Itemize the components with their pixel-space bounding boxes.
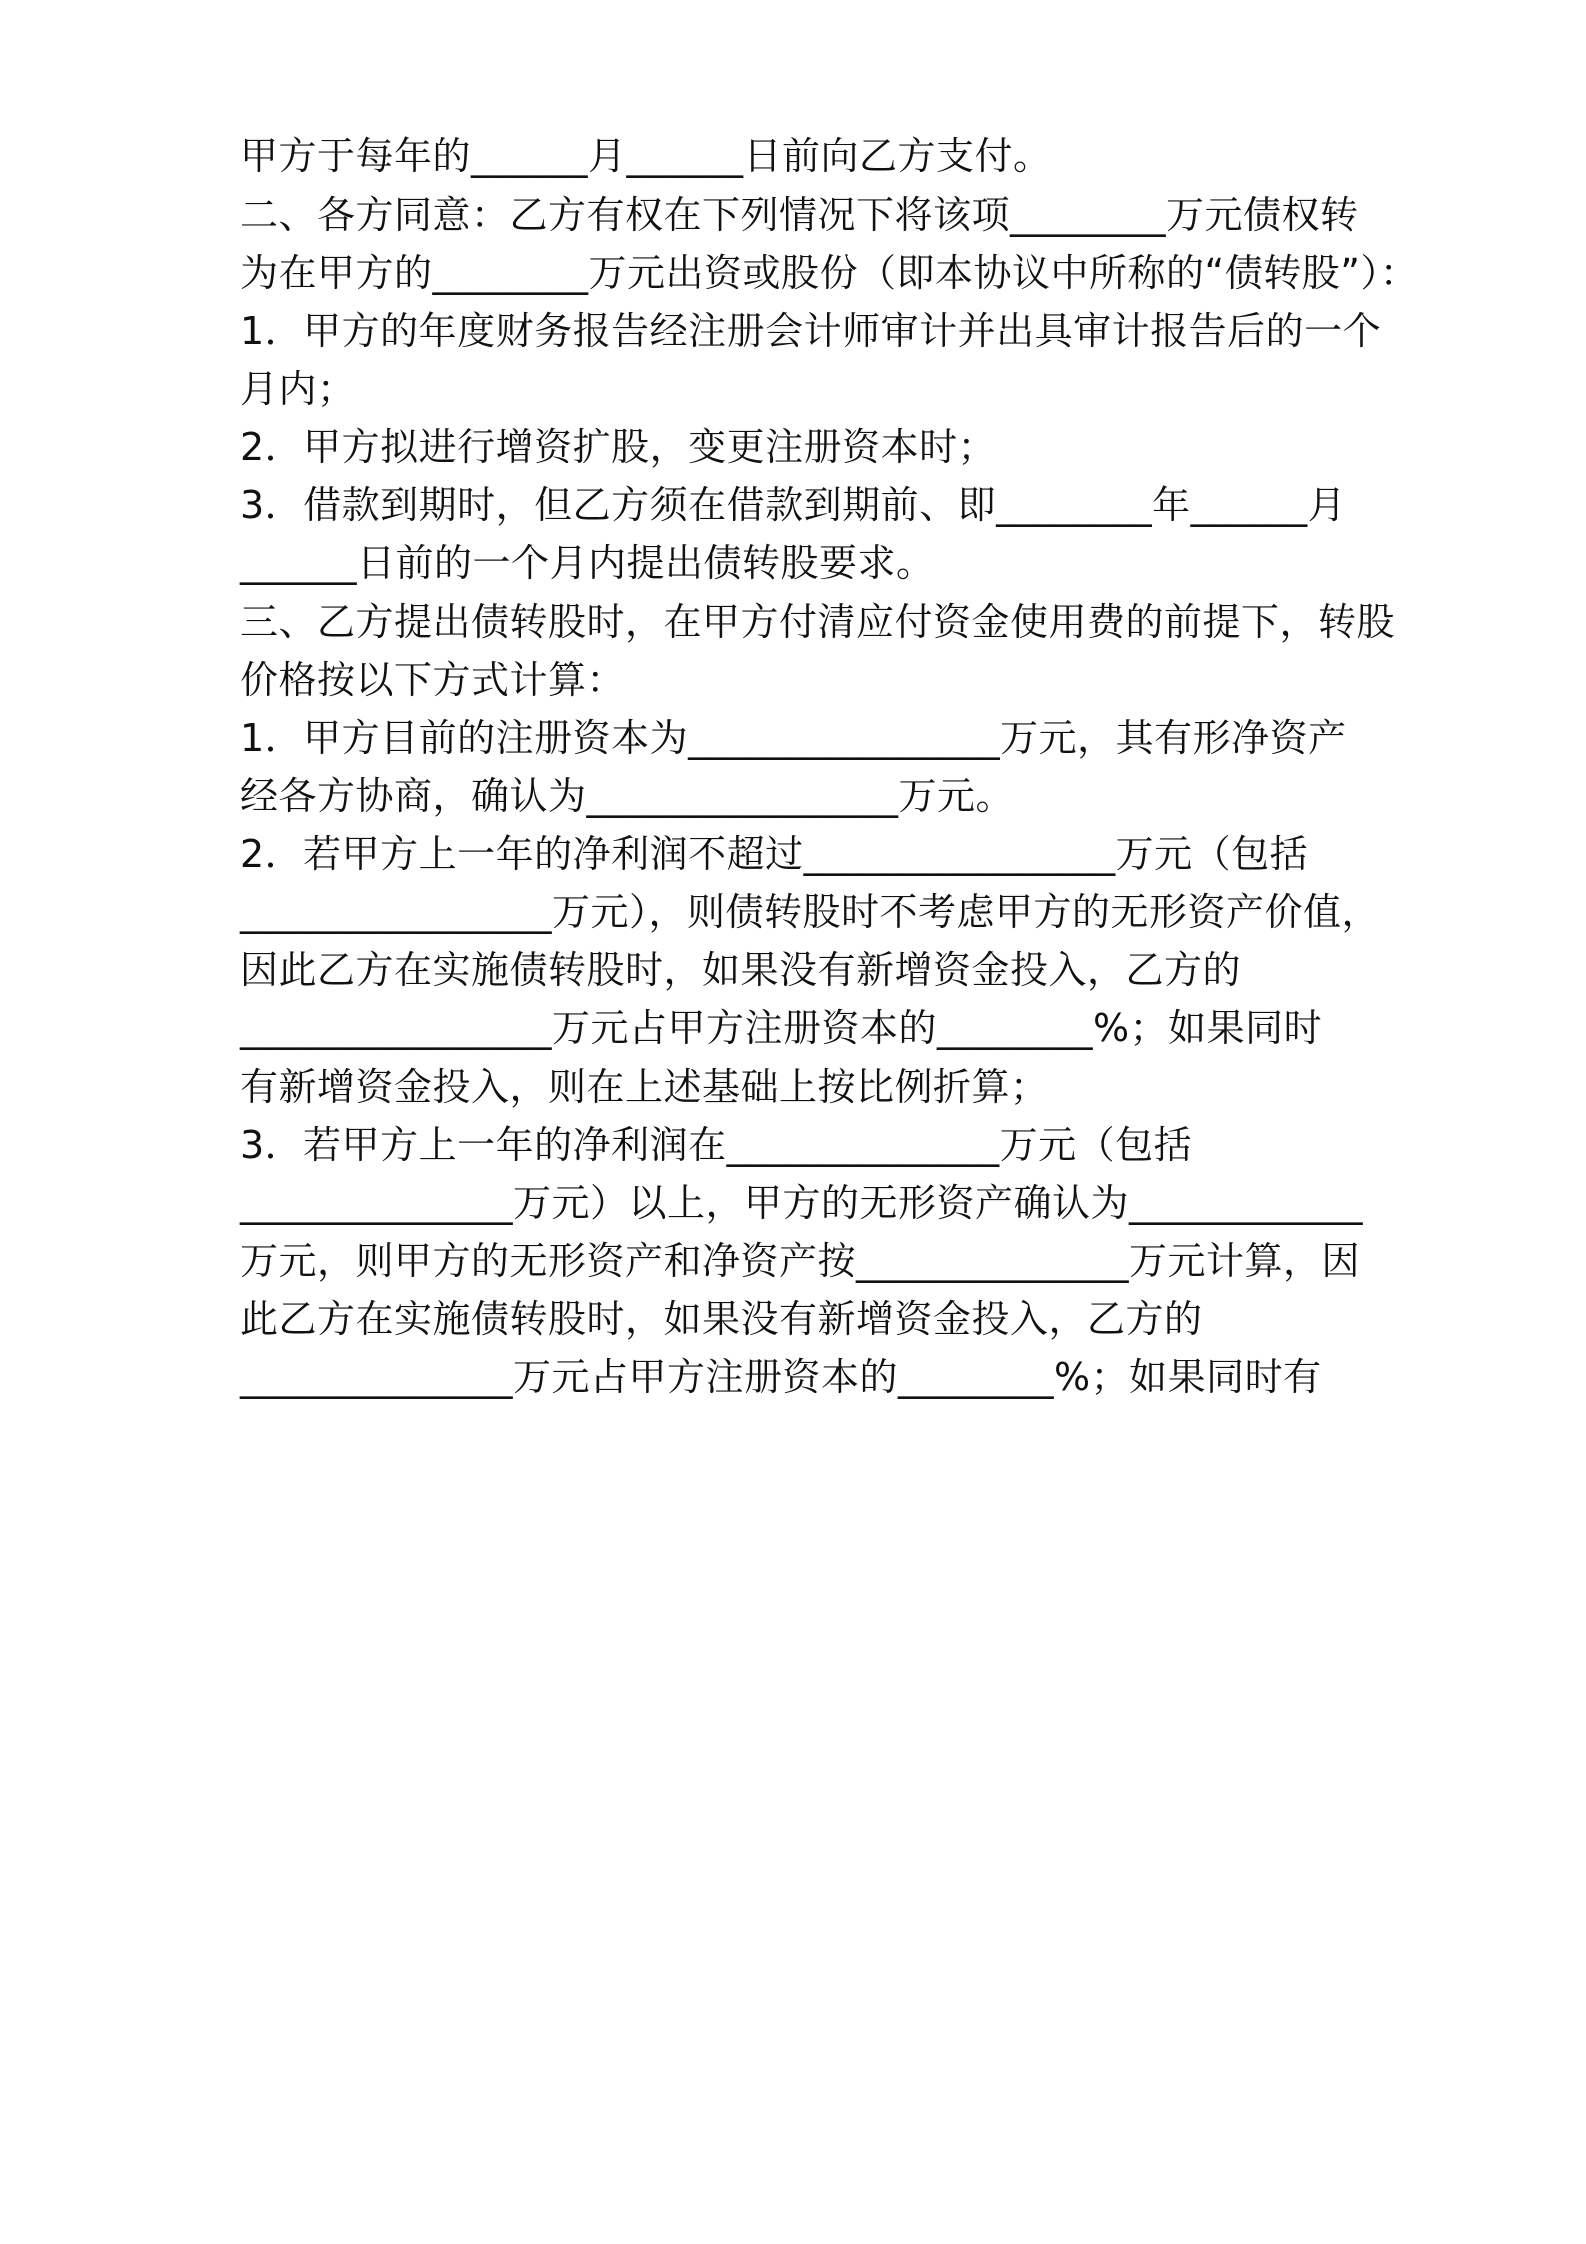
text-line: 1．甲方的年度财务报告经注册会计师审计并出具审计报告后的一个 — [240, 309, 1382, 353]
text-line: 3．借款到期时，但乙方须在借款到期前、即________年______月 — [240, 483, 1347, 527]
text-line: ______________万元）以上，甲方的无形资产确认为____________ — [240, 1181, 1364, 1225]
text-line: 月内； — [240, 367, 356, 411]
text-line: 因此乙方在实施债转股时，如果没有新增资金投入，乙方的 — [240, 948, 1242, 992]
text-line: ________________万元），则债转股时不考虑甲方的无形资产价值， — [240, 890, 1381, 934]
text-line: ______日前的一个月内提出债转股要求。 — [240, 541, 935, 585]
text-line: 万元，则甲方的无形资产和净资产按______________万元计算，因 — [240, 1239, 1361, 1283]
text-line: 3．若甲方上一年的净利润在______________万元（包括 — [240, 1123, 1193, 1167]
text-line: 1．甲方目前的注册资本为________________万元，其有形净资产 — [240, 716, 1347, 760]
text-line: ________________万元占甲方注册资本的________%；如果同时 — [240, 1006, 1323, 1050]
text-line: 有新增资金投入，则在上述基础上按比例折算； — [240, 1065, 1049, 1109]
text-line: ______________万元占甲方注册资本的________%；如果同时有 — [240, 1355, 1322, 1399]
text-line: 二、各方同意：乙方有权在下列情况下将该项________万元债权转 — [240, 193, 1359, 237]
text-line: 2．甲方拟进行增资扩股，变更注册资本时； — [240, 425, 997, 469]
text-line: 经各方协商，确认为________________万元。 — [240, 774, 1015, 818]
text-line: 2．若甲方上一年的净利润不超过________________万元（包括 — [240, 832, 1309, 876]
text-line: 此乙方在实施债转股时，如果没有新增资金投入，乙方的 — [240, 1297, 1203, 1341]
text-line: 三、乙方提出债转股时，在甲方付清应付资金使用费的前提下，转股 — [240, 600, 1396, 644]
text-line: 价格按以下方式计算： — [240, 658, 626, 702]
text-line: 甲方于每年的______月______日前向乙方支付。 — [240, 134, 1052, 178]
text-line: 为在甲方的________万元出资或股份（即本协议中所称的“债转股”）： — [240, 251, 1419, 295]
